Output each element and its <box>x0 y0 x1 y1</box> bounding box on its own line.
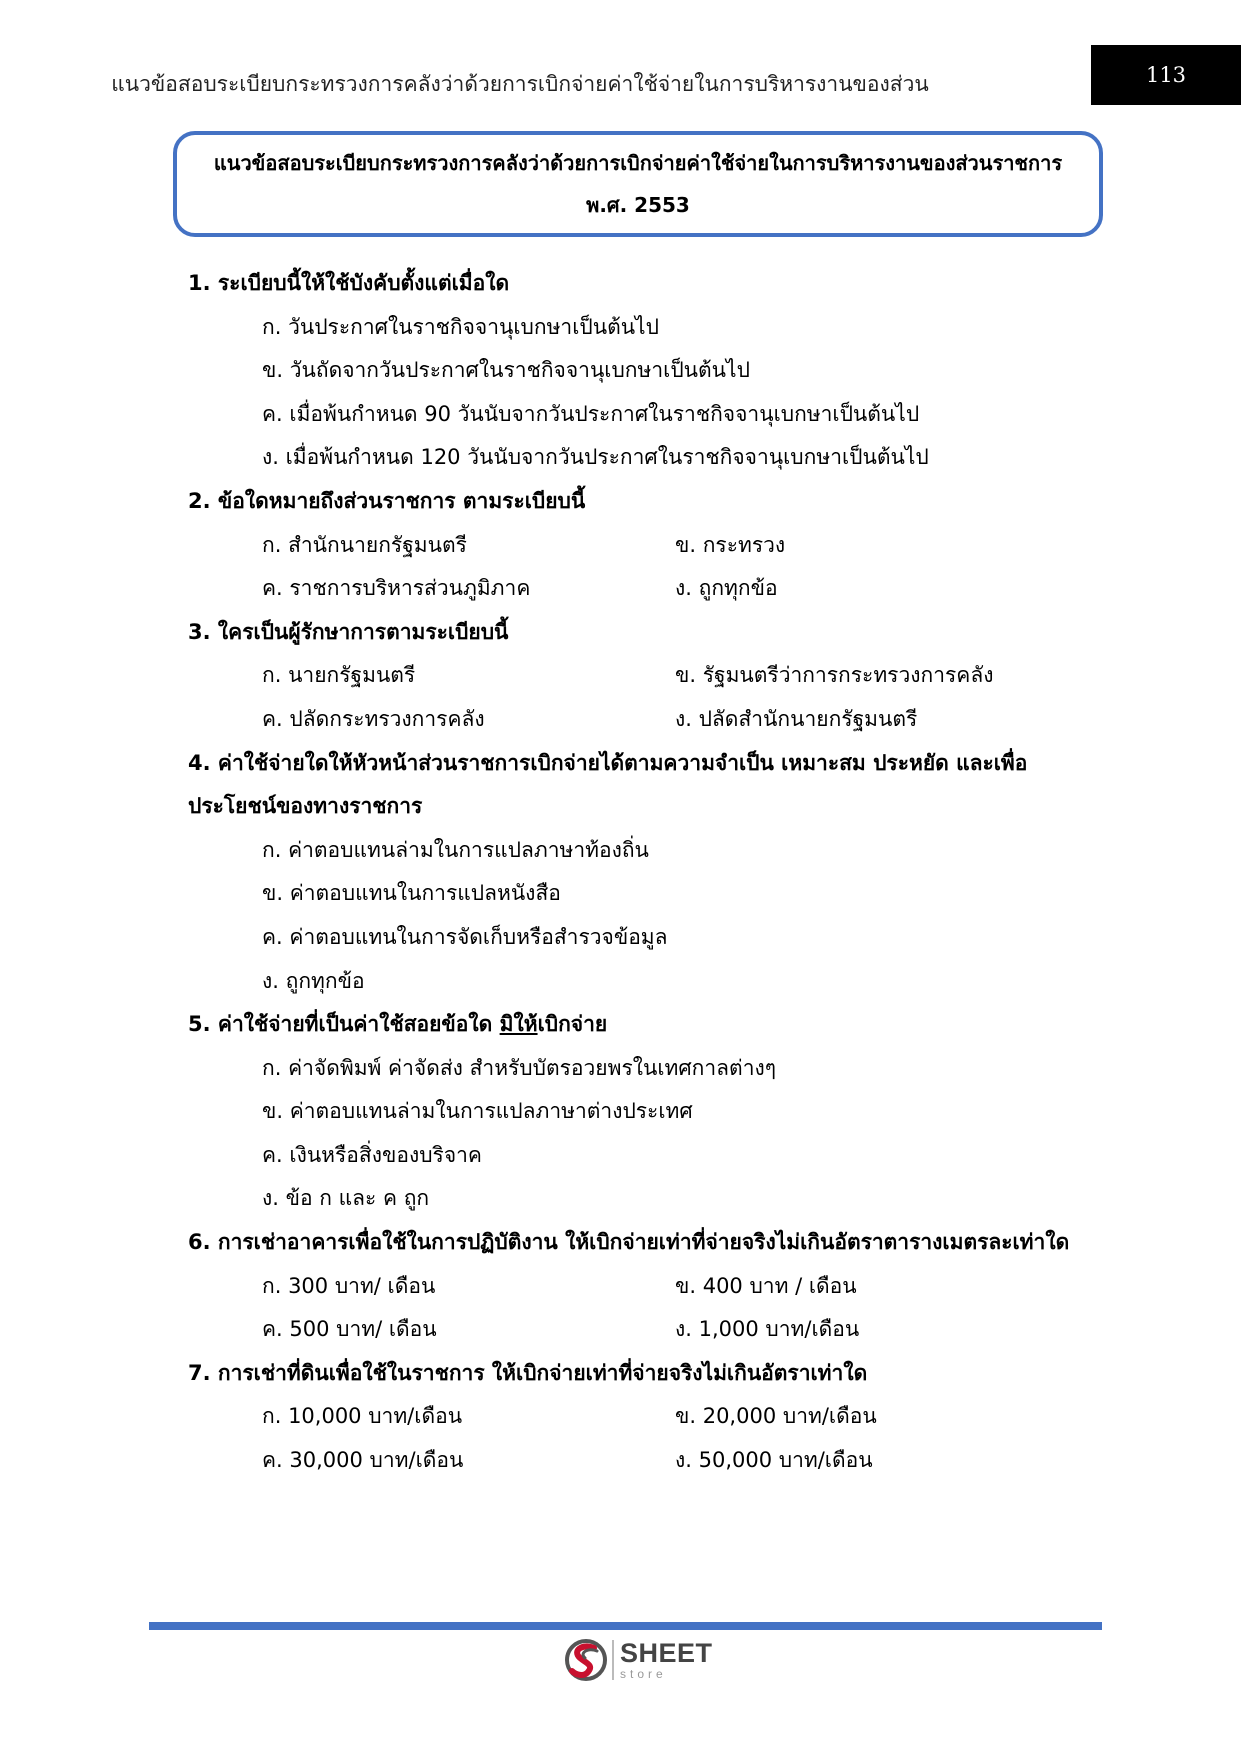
option-a: ก. สำนักนายกรัฐมนตรี <box>262 532 467 557</box>
option-c: ค. 500 บาท/ เดือน <box>262 1317 437 1342</box>
title-line-1: แนวข้อสอบระเบียบกระทรวงการคลังว่าด้วยการเบิกจ่ายค่าใช้จ่ายในการบริหารงานของส่วนราชการ <box>213 151 1063 175</box>
footer-rule <box>149 1622 1102 1630</box>
option-b: ข. รัฐมนตรีว่าการกระทรวงการคลัง <box>675 663 994 688</box>
page-number: 113 <box>1091 45 1241 105</box>
option-b: ข. ค่าตอบแทนในการแปลหนังสือ <box>262 881 561 906</box>
question-4 <box>188 742 1088 1004</box>
question-7 <box>188 1352 1088 1483</box>
option-b: ข. ค่าตอบแทนล่ามในการแปลภาษาต่างประเทศ <box>262 1099 693 1124</box>
option-a: ก. ค่าจัดพิมพ์ ค่าจัดส่ง สำหรับบัตรอวยพรในเทศกาลต่างๆ <box>262 1055 777 1080</box>
option-c: ค. เงินหรือสิ่งของบริจาค <box>262 1142 482 1167</box>
question-text-underlined: มิให้ <box>499 1012 538 1037</box>
option-c: ค. 30,000 บาท/เดือน <box>262 1448 464 1473</box>
option-d: ง. ข้อ ก และ ค ถูก <box>262 1186 430 1211</box>
question-text: 1. ระเบียบนี้ให้ใช้บังคับตั้งแต่เมื่อใด <box>188 271 510 295</box>
option-a: ก. ค่าตอบแทนล่ามในการแปลภาษาท้องถิ่น <box>262 837 649 862</box>
title-box <box>173 131 1103 237</box>
option-c: ค. ราชการบริหารส่วนภูมิภาค <box>262 576 531 601</box>
option-b: ข. วันถัดจากวันประกาศในราชกิจจานุเบกษาเป็นต้นไป <box>262 358 750 383</box>
question-text: 3. ใครเป็นผู้รักษาการตามระเบียบนี้ <box>188 619 509 644</box>
sheet-store-logo <box>564 1635 713 1685</box>
option-d: ง. 50,000 บาท/เดือน <box>675 1448 873 1473</box>
question-list <box>188 262 1088 1483</box>
option-d: ง. ถูกทุกข้อ <box>262 968 365 993</box>
logo-text <box>620 1640 713 1680</box>
option-b: ข. 400 บาท / เดือน <box>675 1273 857 1298</box>
question-3 <box>188 611 1088 742</box>
option-a: ก. 10,000 บาท/เดือน <box>262 1404 463 1429</box>
question-2 <box>188 480 1088 611</box>
option-d: ง. ถูกทุกข้อ <box>675 576 778 601</box>
question-6 <box>188 1221 1088 1352</box>
option-c: ค. เมื่อพ้นกำหนด 90 วันนับจากวันประกาศในราชกิจจานุเบกษาเป็นต้นไป <box>262 401 920 426</box>
question-5 <box>188 1003 1088 1221</box>
logo-word: SHEET <box>620 1638 713 1668</box>
logo-divider <box>612 1640 614 1680</box>
question-text: 7. การเช่าที่ดินเพื่อใช้ในราชการ ให้เบิกจ่ายเท่าที่จ่ายจริงไม่เกินอัตราเท่าใด <box>188 1360 868 1385</box>
question-text <box>188 1003 1088 1047</box>
question-text-end: เบิกจ่าย <box>537 1012 608 1037</box>
option-c: ค. ค่าตอบแทนในการจัดเก็บหรือสำรวจข้อมูล <box>262 924 668 949</box>
sheet-store-logo-icon <box>564 1637 608 1683</box>
option-a: ก. วันประกาศในราชกิจจานุเบกษาเป็นต้นไป <box>262 314 659 339</box>
logo-sub: store <box>620 1667 667 1681</box>
option-a: ก. 300 บาท/ เดือน <box>262 1273 436 1298</box>
question-text: 2. ข้อใดหมายถึงส่วนราชการ ตามระเบียบนี้ <box>188 488 586 513</box>
question-text-line-2: ประโยชน์ของทางราชการ <box>188 794 423 819</box>
question-1 <box>188 262 1088 480</box>
option-b: ข. กระทรวง <box>675 532 786 557</box>
question-text-start: 5. ค่าใช้จ่ายที่เป็นค่าใช้สอยข้อใด <box>188 1012 500 1037</box>
option-d: ง. เมื่อพ้นกำหนด 120 วันนับจากวันประกาศในราชกิจจานุเบกษาเป็นต้นไป <box>262 445 929 470</box>
option-b: ข. 20,000 บาท/เดือน <box>675 1404 877 1429</box>
running-header: แนวข้อสอบระเบียบกระทรวงการคลังว่าด้วยการเบิกจ่ายค่าใช้จ่ายในการบริหารงานของส่วน <box>111 72 929 96</box>
question-text-line-1: 4. ค่าใช้จ่ายใดให้หัวหน้าส่วนราชการเบิกจ่ายได้ตามความจำเป็น เหมาะสม ประหยัด และเพื่อ <box>188 750 1028 775</box>
title-line-2: พ.ศ. 2553 <box>586 193 690 217</box>
option-d: ง. ปลัดสำนักนายกรัฐมนตรี <box>675 706 918 731</box>
option-d: ง. 1,000 บาท/เดือน <box>675 1317 860 1342</box>
question-text: 6. การเช่าอาคารเพื่อใช้ในการปฏิบัติงาน ให้เบิกจ่ายเท่าที่จ่ายจริงไม่เกินอัตราตารางเมตรละเท่าใด <box>188 1230 1070 1255</box>
option-c: ค. ปลัดกระทรวงการคลัง <box>262 706 485 731</box>
option-a: ก. นายกรัฐมนตรี <box>262 663 416 688</box>
